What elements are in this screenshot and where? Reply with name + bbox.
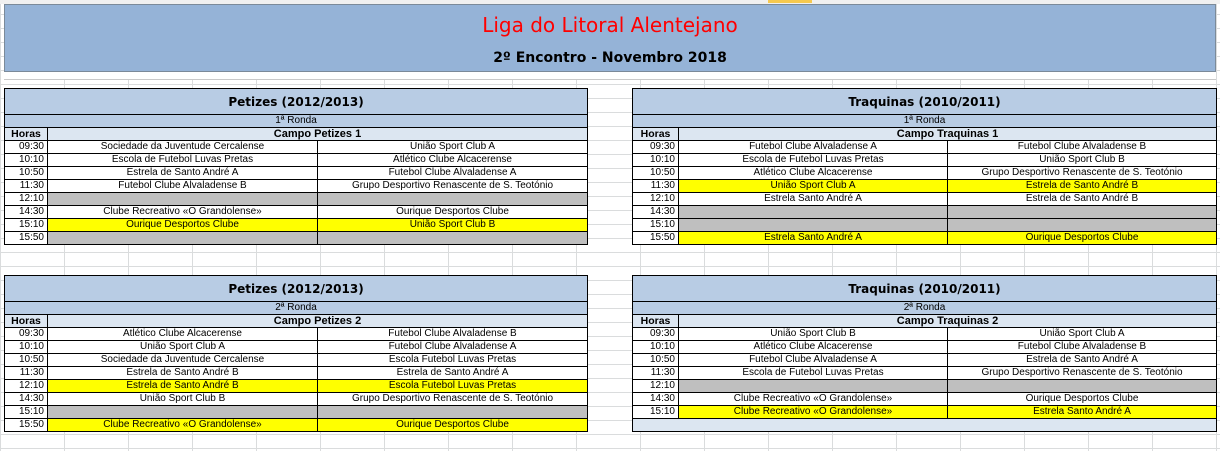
time-cell[interactable]: 10:10 <box>5 341 48 354</box>
time-cell[interactable]: 12:10 <box>5 193 48 206</box>
time-cell[interactable]: 14:30 <box>5 393 48 406</box>
home-team-cell[interactable] <box>679 219 948 232</box>
age-group-title: Petizes (2012/2013) <box>5 89 588 115</box>
field-name: Campo Traquinas 2 <box>679 315 1217 328</box>
home-team-cell[interactable]: Futebol Clube Alvaladense A <box>679 354 948 367</box>
time-cell[interactable]: 15:50 <box>5 232 48 245</box>
match-row <box>633 232 1217 245</box>
match-row <box>5 219 588 232</box>
horas-header: Horas <box>633 315 679 328</box>
match-row <box>5 393 588 406</box>
field-name: Campo Petizes 2 <box>48 315 588 328</box>
time-cell[interactable]: 15:10 <box>633 219 679 232</box>
match-row <box>633 380 1217 393</box>
round-label: 2ª Ronda <box>5 302 588 315</box>
time-cell[interactable]: 15:50 <box>5 419 48 432</box>
home-team-cell[interactable]: Atlético Clube Alcacerense <box>48 328 318 341</box>
away-team-cell[interactable]: Grupo Desportivo Renascente de S. Teotónio <box>948 167 1217 180</box>
match-row <box>5 141 588 154</box>
away-team-cell[interactable]: Estrela de Santo André B <box>948 180 1217 193</box>
away-team-cell[interactable] <box>318 406 588 419</box>
schedule-block-petizes-2 <box>4 275 587 432</box>
match-row <box>633 406 1217 419</box>
match-row <box>5 406 588 419</box>
match-row <box>5 419 588 432</box>
time-cell[interactable]: 10:50 <box>5 167 48 180</box>
home-team-cell[interactable] <box>48 406 318 419</box>
time-cell[interactable]: 15:10 <box>633 406 679 419</box>
time-cell[interactable]: 14:30 <box>633 393 679 406</box>
away-team-cell[interactable]: Futebol Clube Alvaladense B <box>318 328 588 341</box>
away-team-cell[interactable]: União Sport Club A <box>948 328 1217 341</box>
home-team-cell[interactable]: Estrela de Santo André A <box>48 167 318 180</box>
away-team-cell[interactable] <box>948 206 1217 219</box>
away-team-cell[interactable]: Ourique Desportos Clube <box>318 206 588 219</box>
away-team-cell[interactable]: Futebol Clube Alvaladense A <box>318 167 588 180</box>
page-subtitle: 2º Encontro - Novembro 2018 <box>493 50 727 66</box>
time-cell[interactable]: 12:10 <box>633 380 679 393</box>
away-team-cell[interactable]: União Sport Club B <box>318 219 588 232</box>
time-cell[interactable]: 09:30 <box>633 141 679 154</box>
away-team-cell[interactable]: Ourique Desportos Clube <box>318 419 588 432</box>
time-cell[interactable]: 15:50 <box>633 232 679 245</box>
home-team-cell[interactable]: Estrela Santo André A <box>679 232 948 245</box>
match-row <box>633 180 1217 193</box>
time-cell[interactable]: 10:50 <box>5 354 48 367</box>
match-row <box>5 232 588 245</box>
time-cell[interactable]: 14:30 <box>633 206 679 219</box>
time-cell[interactable]: 10:10 <box>633 154 679 167</box>
away-team-cell[interactable]: Escola Futebol Luvas Pretas <box>318 380 588 393</box>
home-team-cell[interactable]: Atlético Clube Alcacerense <box>679 341 948 354</box>
home-team-cell[interactable]: Escola de Futebol Luvas Pretas <box>48 154 318 167</box>
match-row <box>633 367 1217 380</box>
match-row <box>633 167 1217 180</box>
away-team-cell[interactable]: Futebol Clube Alvaladense B <box>948 341 1217 354</box>
round-label: 1ª Ronda <box>5 115 588 128</box>
time-cell[interactable]: 10:10 <box>633 341 679 354</box>
empty-cell[interactable] <box>633 419 1217 432</box>
match-row <box>5 354 588 367</box>
away-team-cell[interactable]: União Sport Club B <box>948 154 1217 167</box>
time-cell[interactable]: 11:30 <box>633 367 679 380</box>
time-cell[interactable]: 14:30 <box>5 206 48 219</box>
age-group-title: Traquinas (2010/2011) <box>633 276 1217 302</box>
time-cell[interactable]: 10:10 <box>5 154 48 167</box>
away-team-cell[interactable]: Grupo Desportivo Renascente de S. Teotónio <box>948 367 1217 380</box>
home-team-cell[interactable]: Sociedade da Juventude Cercalense <box>48 141 318 154</box>
match-row <box>5 154 588 167</box>
away-team-cell[interactable]: Grupo Desportivo Renascente de S. Teotónio <box>318 393 588 406</box>
horas-header: Horas <box>5 128 48 141</box>
schedule-table <box>4 88 588 245</box>
selected-column-indicator <box>768 0 812 3</box>
home-team-cell[interactable]: Atlético Clube Alcacerense <box>679 167 948 180</box>
home-team-cell[interactable]: Ourique Desportos Clube <box>48 219 318 232</box>
match-row <box>5 380 588 393</box>
match-row <box>5 180 588 193</box>
home-team-cell[interactable]: União Sport Club B <box>48 393 318 406</box>
page-title: Liga do Litoral Alentejano <box>482 13 738 37</box>
match-row <box>5 328 588 341</box>
away-team-cell[interactable]: Escola Futebol Luvas Pretas <box>318 354 588 367</box>
away-team-cell[interactable]: Ourique Desportos Clube <box>948 232 1217 245</box>
separator-row <box>4 72 1216 80</box>
time-cell[interactable]: 10:50 <box>633 167 679 180</box>
age-group-title: Petizes (2012/2013) <box>5 276 588 302</box>
home-team-cell[interactable]: Estrela de Santo André B <box>48 380 318 393</box>
home-team-cell[interactable]: União Sport Club A <box>679 180 948 193</box>
horas-header: Horas <box>5 315 48 328</box>
match-row <box>5 193 588 206</box>
match-row <box>633 219 1217 232</box>
field-name: Campo Traquinas 1 <box>679 128 1217 141</box>
home-team-cell[interactable]: Clube Recreativo «O Grandolense» <box>48 206 318 219</box>
empty-row <box>633 419 1217 432</box>
away-team-cell[interactable]: Ourique Desportos Clube <box>948 393 1217 406</box>
away-team-cell[interactable]: Futebol Clube Alvaladense B <box>948 141 1217 154</box>
schedule-table <box>632 88 1217 245</box>
match-row <box>633 193 1217 206</box>
match-row <box>5 167 588 180</box>
home-team-cell[interactable]: Estrela de Santo André B <box>48 367 318 380</box>
match-row <box>633 341 1217 354</box>
match-row <box>633 393 1217 406</box>
home-team-cell[interactable] <box>48 193 318 206</box>
schedule-block-traquinas-1 <box>632 88 1216 245</box>
match-row <box>633 354 1217 367</box>
home-team-cell[interactable]: Escola de Futebol Luvas Pretas <box>679 367 948 380</box>
match-row <box>5 206 588 219</box>
away-team-cell[interactable] <box>318 193 588 206</box>
away-team-cell[interactable] <box>318 232 588 245</box>
time-cell[interactable]: 09:30 <box>633 328 679 341</box>
home-team-cell[interactable]: Clube Recreativo «O Grandolense» <box>48 419 318 432</box>
match-row <box>633 141 1217 154</box>
round-label: 1ª Ronda <box>633 115 1217 128</box>
home-team-cell[interactable]: Futebol Clube Alvaladense A <box>679 141 948 154</box>
away-team-cell[interactable] <box>948 219 1217 232</box>
match-row <box>5 341 588 354</box>
time-cell[interactable]: 10:50 <box>633 354 679 367</box>
away-team-cell[interactable]: Estrela de Santo André A <box>318 367 588 380</box>
time-cell[interactable]: 11:30 <box>5 180 48 193</box>
home-team-cell[interactable]: Estrela Santo André A <box>679 193 948 206</box>
time-cell[interactable]: 15:10 <box>5 406 48 419</box>
match-row <box>5 367 588 380</box>
away-team-cell[interactable]: Estrela Santo André A <box>948 406 1217 419</box>
time-cell[interactable]: 15:10 <box>5 219 48 232</box>
schedule-block-petizes-1 <box>4 88 587 245</box>
sheet-header <box>4 4 1216 72</box>
away-team-cell[interactable]: Futebol Clube Alvaladense A <box>318 341 588 354</box>
home-team-cell[interactable] <box>679 380 948 393</box>
time-cell[interactable]: 11:30 <box>5 367 48 380</box>
home-team-cell[interactable]: Sociedade da Juventude Cercalense <box>48 354 318 367</box>
away-team-cell[interactable]: Estrela de Santo André B <box>948 193 1217 206</box>
schedule-block-traquinas-2 <box>632 275 1216 432</box>
schedule-table <box>632 275 1217 432</box>
away-team-cell[interactable]: Grupo Desportivo Renascente de S. Teotónio <box>318 180 588 193</box>
round-label: 2ª Ronda <box>633 302 1217 315</box>
home-team-cell[interactable]: Escola de Futebol Luvas Pretas <box>679 154 948 167</box>
schedule-table <box>4 275 588 432</box>
age-group-title: Traquinas (2010/2011) <box>633 89 1217 115</box>
time-cell[interactable]: 09:30 <box>5 141 48 154</box>
field-name: Campo Petizes 1 <box>48 128 588 141</box>
time-cell[interactable]: 12:10 <box>633 193 679 206</box>
match-row <box>633 154 1217 167</box>
away-team-cell[interactable] <box>948 380 1217 393</box>
away-team-cell[interactable]: Estrela de Santo André A <box>948 354 1217 367</box>
match-row <box>633 206 1217 219</box>
home-team-cell[interactable]: União Sport Club A <box>48 341 318 354</box>
home-team-cell[interactable]: União Sport Club B <box>679 328 948 341</box>
time-cell[interactable]: 11:30 <box>633 180 679 193</box>
home-team-cell[interactable]: Clube Recreativo «O Grandolense» <box>679 393 948 406</box>
match-row <box>633 328 1217 341</box>
away-team-cell[interactable]: União Sport Club A <box>318 141 588 154</box>
horas-header: Horas <box>633 128 679 141</box>
home-team-cell[interactable]: Clube Recreativo «O Grandolense» <box>679 406 948 419</box>
away-team-cell[interactable]: Atlético Clube Alcacerense <box>318 154 588 167</box>
home-team-cell[interactable] <box>48 232 318 245</box>
time-cell[interactable]: 09:30 <box>5 328 48 341</box>
home-team-cell[interactable] <box>679 206 948 219</box>
time-cell[interactable]: 12:10 <box>5 380 48 393</box>
home-team-cell[interactable]: Futebol Clube Alvaladense B <box>48 180 318 193</box>
